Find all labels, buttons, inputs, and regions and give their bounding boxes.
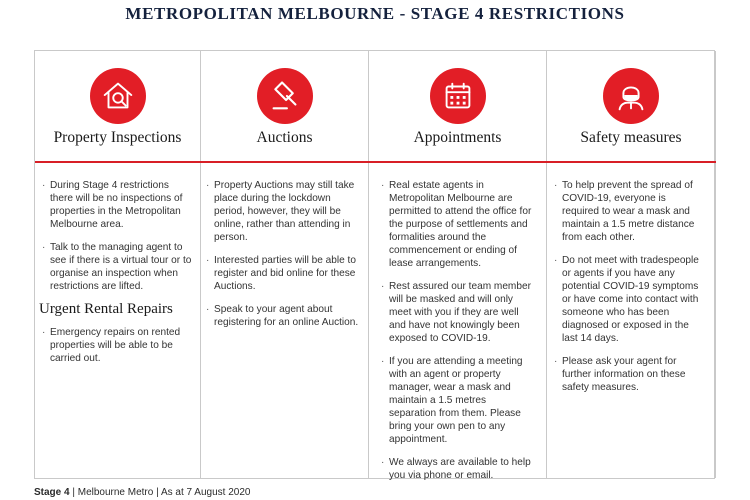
footer (34, 487, 250, 499)
footer-stage: Stage 4 (34, 487, 70, 498)
list-item: · Interested parties will be able to register and bid online for these Auctions. (206, 254, 362, 293)
list-item: · During Stage 4 restrictions there will be no inspections of properties in the Metropolitan Melbourne area. (42, 179, 194, 231)
list-item: · To help prevent the spread of COVID-19, everyone is required to wear a mask and maintain a 1.5 metre distance from each other. (554, 179, 705, 244)
footer-separator: | (153, 487, 161, 498)
column-appointments (369, 51, 547, 481)
column-body (39, 179, 194, 375)
subheading: Urgent Rental Repairs (39, 301, 173, 317)
column-heading: Auctions (256, 129, 313, 146)
column-body (381, 179, 532, 492)
restrictions-grid (34, 50, 715, 479)
masked-person-icon (603, 68, 659, 124)
column-body (554, 179, 705, 404)
calendar-icon (430, 68, 486, 124)
house-search-icon (90, 68, 146, 124)
red-divider (35, 161, 716, 163)
column-heading: Property Inspections (53, 129, 182, 146)
column-safety-measures (547, 51, 716, 478)
list-item: · Do not meet with tradespeople or agents if you have any potential COVID-19 symptoms or have come into contact with someone who has been diagnosed or exposed in the last 14 days. (554, 254, 705, 345)
list-item: · Speak to your agent about registering for an online Auction. (206, 303, 362, 329)
list-item: · Real estate agents in Metropolitan Melbourne are permitted to attend the office for the purpose of settlements and formalities around the commencement or ending of lease arrangements. (381, 179, 532, 270)
list-item: · Property Auctions may still take place during the lockdown period, however, they will be online, rather than attending in person. (206, 179, 362, 244)
list-item: · Talk to the managing agent to see if there is a virtual tour or to organise an inspection when restrictions are lifted. (42, 241, 194, 293)
footer-date: As at 7 August 2020 (160, 487, 251, 498)
gavel-icon (257, 68, 313, 124)
footer-area: Melbourne Metro (77, 487, 154, 498)
column-heading: Safety measures (580, 129, 682, 146)
list-item: · Please ask your agent for further information on these safety measures. (554, 355, 705, 394)
column-auctions (201, 51, 369, 478)
page-title: METROPOLITAN MELBOURNE - STAGE 4 RESTRICTIONS (125, 4, 625, 23)
list-item: · We always are available to help you via phone or email. (381, 456, 532, 482)
list-item: · Emergency repairs on rented properties will be able to be carried out. (42, 326, 194, 365)
column-heading: Appointments (413, 129, 502, 146)
column-property-inspections (35, 51, 201, 478)
list-item: · If you are attending a meeting with an agent or property manager, wear a mask and maintain a 1.5 metres separation from them. Please bring your own pen to any appointment. (381, 355, 532, 446)
list-item: · Rest assured our team member will be masked and will only meet with you if they are well and have not knowingly been exposed to COVID-19. (381, 280, 532, 345)
footer-separator: | (69, 487, 78, 498)
column-body (206, 179, 362, 339)
